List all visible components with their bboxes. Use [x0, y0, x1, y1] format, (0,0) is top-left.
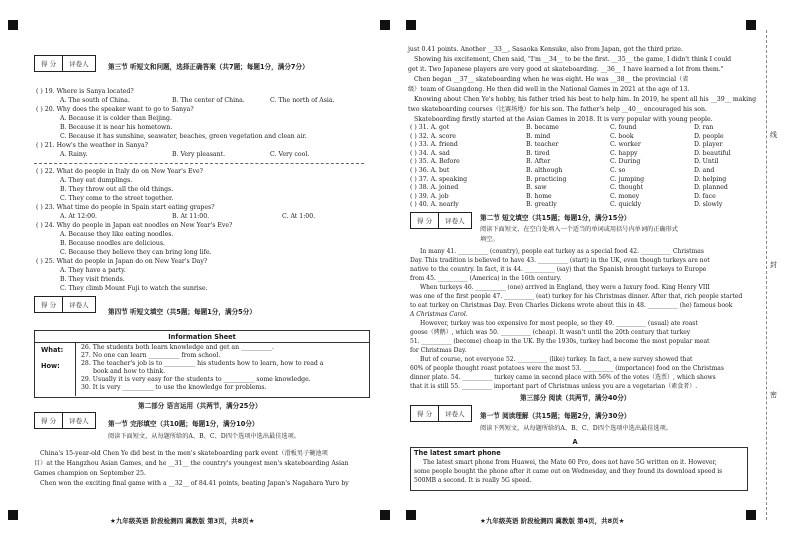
option-choice: B. After: [526, 158, 551, 166]
option-a: A. The south of China.: [60, 97, 130, 104]
divider: [34, 163, 364, 164]
option-b: B. Very pleasant.: [172, 151, 226, 158]
passage-line: In many 41. __________ (country), people eat turkey as a special food 42. __________ Christmas: [420, 248, 704, 255]
option-question: ( ) 38. A. joined: [410, 184, 459, 192]
option-a: A. At 12:00.: [60, 213, 98, 220]
cloze-line: two skateboarding courses（比赛场地）for his son. The father's help __40__ encouraged his son.: [408, 106, 707, 113]
option-choice: B. teacher: [526, 141, 559, 149]
option-a: A. They eat dumplings.: [60, 177, 133, 184]
option-choice: B. saw: [526, 184, 547, 192]
passage-line: native to the country. In fact, it is 44. __________ (say) that the Spanish brought turkeys to Europe: [410, 266, 707, 273]
passage-line: from 45. __________ (America) in the 16th century.: [410, 275, 562, 282]
option-choice: C. money: [610, 192, 640, 200]
option-c: C. They come to the street together.: [60, 195, 174, 202]
cloze-line: China's 15-year-old Chen Ye did best in the men's skateboarding park event（滑板男子碗池项: [40, 450, 328, 457]
option-a: A. Because they like eating noodles.: [60, 231, 174, 238]
option-choice: C. quickly: [610, 201, 642, 209]
option-choice: D. face: [694, 192, 716, 200]
score-box: [34, 55, 96, 72]
passage-line: that it is still 55. __________ important part of Christmas unless you are a vegetarian（素食者）.: [410, 383, 698, 390]
cloze-line: just 0.41 points. Another __33__, Sasaoka Kensuke, also from Japan, got the third prize.: [408, 46, 683, 53]
cloze-line: 目）at the Hangzhou Asian Games, and he __31__ the country's youngest men's skateboarding Asian: [34, 460, 349, 467]
option-choice: C. book: [610, 132, 634, 140]
passage-line: However, turkey was too expensive for most people, so they 49. __________ (usual) ate roast: [420, 320, 698, 327]
option-choice: C. thought: [610, 184, 644, 192]
smart-phone-box: [410, 447, 748, 491]
option-choice: C. so: [610, 167, 626, 174]
question-21: ( ) 21. How's the weather in Sanya?: [36, 142, 148, 149]
section-instruction: 阅读下列短文，从每题所给的A、B、C、D四个选项中选出最佳选项。: [480, 425, 672, 432]
cloze-line: Showing his excitement, Chen said, "I'm __34__ to be the first. __35__ the game, I didn't think I could: [414, 56, 732, 63]
info-item-28-cont: book and how to think.: [93, 368, 166, 375]
section-title: 第二节 短文填空（共15题；每题1分，满分15分）: [480, 214, 631, 222]
option-c: C. Very cool.: [270, 151, 310, 158]
registration-mark: [746, 20, 756, 30]
binding-cut-line: [766, 30, 767, 520]
registration-mark: [380, 510, 390, 520]
option-c: C. They climb Mount Fuji to watch the sunrise.: [60, 285, 208, 292]
passage-line: to eat turkey on Christmas Day. Even Charles Dickens wrote about this in 48. __________ (he) famous book: [410, 302, 733, 309]
option-choice: D. player: [694, 141, 723, 149]
option-choice: C. worker: [610, 141, 641, 149]
info-item-26: 26. The students both learn knowledge and get an __________.: [81, 344, 274, 351]
option-question: ( ) 32. A. score: [410, 132, 456, 140]
registration-mark: [8, 510, 18, 520]
option-question: ( ) 34. A. sad: [410, 149, 450, 157]
option-question: ( ) 35. A. Before: [410, 158, 460, 166]
passage-line: was one of the first people 47. __________ (eat) turkey for his Christmas dinner. After that, rich people started: [410, 293, 743, 300]
binding-label-feng: 封: [770, 261, 777, 269]
cloze-line: get it. Two Japanese players are very good at skateboarding. __36__ I have learned a lot from them.": [408, 66, 724, 73]
grader-label: 评卷人: [62, 413, 95, 428]
cloze-line: Games champion on September 25.: [34, 470, 146, 477]
option-c: C. The north of Asia.: [270, 97, 335, 104]
option-choice: B. home: [526, 192, 552, 200]
what-label: What:: [41, 346, 64, 354]
passage-line: for Christmas Day.: [410, 347, 467, 354]
passage-line: But of course, not everyone 52. __________ (like) turkey. In fact, a new survey showed that: [420, 356, 693, 363]
grader-label: 评卷人: [62, 297, 95, 312]
score-label: 得 分: [41, 60, 57, 68]
option-choice: D. slowly: [694, 201, 723, 209]
option-b: B. They visit friends.: [60, 276, 125, 283]
registration-mark: [8, 20, 18, 30]
option-question: ( ) 39. A. job: [410, 192, 449, 200]
option-question: ( ) 33. A. friend: [410, 141, 458, 149]
question-23: ( ) 23. What time do people in Spain start eating grapes?: [36, 204, 215, 211]
option-choice: B. tired: [526, 149, 550, 157]
grader-label: 评卷人: [438, 406, 471, 421]
binding-label-xian: 线: [770, 131, 777, 139]
score-label: 得 分: [41, 417, 57, 425]
option-choice: C. found: [610, 124, 637, 131]
info-item-29: 29. Usually it is very easy for the students to __________ some knowledge.: [81, 376, 311, 383]
option-c: C. Because it has sunshine, seawater, beaches, green vegetation and clean air.: [60, 133, 307, 140]
option-choice: B. mind: [526, 132, 551, 140]
part-title: 第二部分 语言运用（共两节，满分25分）: [138, 402, 262, 410]
page-footer: ★九年级英语 阶段检测四 冀教版 第3页，共8页★: [110, 517, 255, 525]
option-a: A. Because it is colder than Beijing.: [60, 115, 172, 122]
score-box: [34, 412, 96, 429]
info-item-30: 30. It is very __________ to use the knowledge for problems.: [81, 384, 267, 391]
info-item-27: 27. No one can learn __________ from school.: [81, 352, 221, 359]
option-question: ( ) 31. A. got: [410, 124, 450, 131]
option-choice: C. happy: [610, 149, 638, 157]
passage-line: Day. This tradition is believed to have 43. __________ (start) in the UK, even though turkeys are not: [410, 257, 710, 264]
passage-line: 60% of people thought roast potatoes were the most 53. __________ (importance) food on the Christmas: [410, 365, 724, 372]
option-choice: D. helping: [694, 175, 727, 183]
section-title: 第三节 听短文和问题，选择正确答案（共7题；每题1分，满分7分）: [108, 63, 309, 71]
option-choice: D. people: [694, 132, 724, 140]
passage-line: When turkeys 46. __________ (one) arrived in England, they were a luxury food. King Henry VIII: [420, 284, 710, 291]
registration-mark: [406, 20, 416, 30]
section-instruction-cont: 填空。: [480, 236, 499, 243]
page-footer: ★九年级英语 阶段检测四 冀教版 第4页，共8页★: [480, 517, 625, 525]
score-box: [410, 405, 472, 422]
passage-line: 51. __________ (become) cheap in the UK. By the 1930s, turkey had become the most popular meat: [410, 338, 710, 345]
option-question: ( ) 37. A. speaking: [410, 175, 468, 183]
registration-mark: [406, 510, 416, 520]
option-b: B. The center of China.: [172, 97, 245, 104]
binding-label-mi: 密: [770, 391, 777, 399]
score-box: [410, 212, 472, 229]
option-b: B. Because noodles are delicious.: [60, 240, 165, 247]
option-choice: B. greatly: [526, 201, 557, 209]
registration-mark: [380, 20, 390, 30]
section-instruction: 阅读下面短文，在空白处填入一个适当的单词或用括号内单词的正确形式: [480, 226, 678, 233]
option-b: B. At 11:00.: [172, 213, 210, 220]
option-choice: C. jumping: [610, 175, 645, 183]
passage-line: goose（烤鹅）, which was 50. __________ (cheap). It wasn't until the 20th century that turkey: [410, 329, 691, 336]
part-title: 第三部分 阅读（共两节，满分40分）: [520, 394, 631, 402]
option-a: A. They have a party.: [60, 267, 126, 274]
option-choice: D. ran: [694, 124, 714, 131]
section-title: 第一节 完形填空（共10题；每题1分，满分10分）: [108, 420, 259, 428]
info-sheet-column-rule: [75, 342, 76, 396]
info-sheet-title: Information Sheet: [168, 333, 236, 341]
box-title: The latest smart phone: [414, 449, 501, 457]
passage-letter: A: [572, 438, 578, 446]
grader-label: 评卷人: [62, 56, 95, 71]
score-label: 得 分: [417, 217, 433, 225]
option-choice: D. Until: [694, 158, 719, 166]
cloze-line: 级）team of Guangdong. He then did well in the National Games in 2021 at the age of 13.: [408, 86, 690, 93]
option-b: B. Because it is near his hometown.: [60, 124, 173, 131]
grader-label: 评卷人: [438, 213, 471, 228]
option-choice: C. During: [610, 158, 641, 166]
question-25: ( ) 25. What do people in Japan do on New Year's Day?: [36, 258, 208, 265]
box-line: The latest smart phone from Huawei, the Mate 60 Pro, does not have 5G written on it. However,: [423, 459, 717, 466]
option-choice: D. beautiful: [694, 149, 731, 157]
information-sheet: [34, 330, 370, 398]
option-a: A. Rainy.: [60, 151, 88, 158]
info-item-28: 28. The teacher's job is to __________ his students how to learn, how to read a: [81, 360, 324, 367]
section-title: 第一节 阅读理解（共15题；每题2分，满分30分）: [480, 412, 631, 420]
info-sheet-rule: [35, 342, 369, 343]
question-20: ( ) 20. Why does the speaker want to go to Sanya?: [36, 106, 194, 113]
option-question: ( ) 40. A. nearly: [410, 201, 459, 209]
section-instruction: 阅读下面短文，从每题所给的A、B、C、D四个选项中选出最佳选项。: [108, 433, 300, 440]
passage-line: dinner plate. 54. __________ turkey came in second place with 56% of the votes（选票）, which shows: [410, 374, 716, 381]
option-choice: B. practicing: [526, 175, 567, 183]
option-choice: B. became: [526, 124, 559, 131]
score-box: [34, 296, 96, 313]
cloze-line: Skateboarding firstly started at the Asian Games in 2018. It is very popular with young people.: [414, 116, 713, 123]
right-page: [400, 0, 794, 542]
option-choice: D. and: [694, 167, 715, 174]
score-label: 得 分: [417, 410, 433, 418]
option-b: B. They throw out all the old things.: [60, 186, 174, 193]
option-choice: D. planned: [694, 184, 728, 192]
cloze-line: Chen began __37__ skateboarding when he was eight. He was __38__ the provincial（省: [414, 76, 689, 83]
box-line: 500MB a second. It is really 5G speed.: [414, 477, 532, 484]
cloze-line: Knowing about Chen Ye's hobby, his father tried his best to help him. In 2019, he spent all his __39__ making: [414, 96, 757, 103]
option-c: C. At 1:00.: [282, 213, 316, 220]
question-19: ( ) 19. Where is Sanya located?: [36, 88, 134, 95]
passage-line: A Christmas Carol.: [410, 311, 468, 318]
cloze-line: Chen won the exciting final game with a __32__ of 84.41 points, beating Japan's Nagahara Yuro by: [40, 480, 349, 487]
registration-mark: [746, 510, 756, 520]
box-line: some people bought the phone after it came out on Wednesday, and they found its download speed is: [414, 468, 723, 475]
section-title: 第四节 听短文填空（共5题；每题1分，满分5分）: [108, 308, 256, 316]
score-label: 得 分: [41, 301, 57, 309]
option-c: C. Because they believe they can bring long life.: [60, 249, 212, 256]
how-label: How:: [41, 362, 60, 370]
question-24: ( ) 24. Why do people in Japan eat noodles on New Year's Eve?: [36, 222, 233, 229]
question-22: ( ) 22. What do people in Italy do on New Year's Eve?: [36, 168, 203, 175]
option-choice: B. although: [526, 167, 563, 174]
option-question: ( ) 36. A. but: [410, 167, 450, 174]
